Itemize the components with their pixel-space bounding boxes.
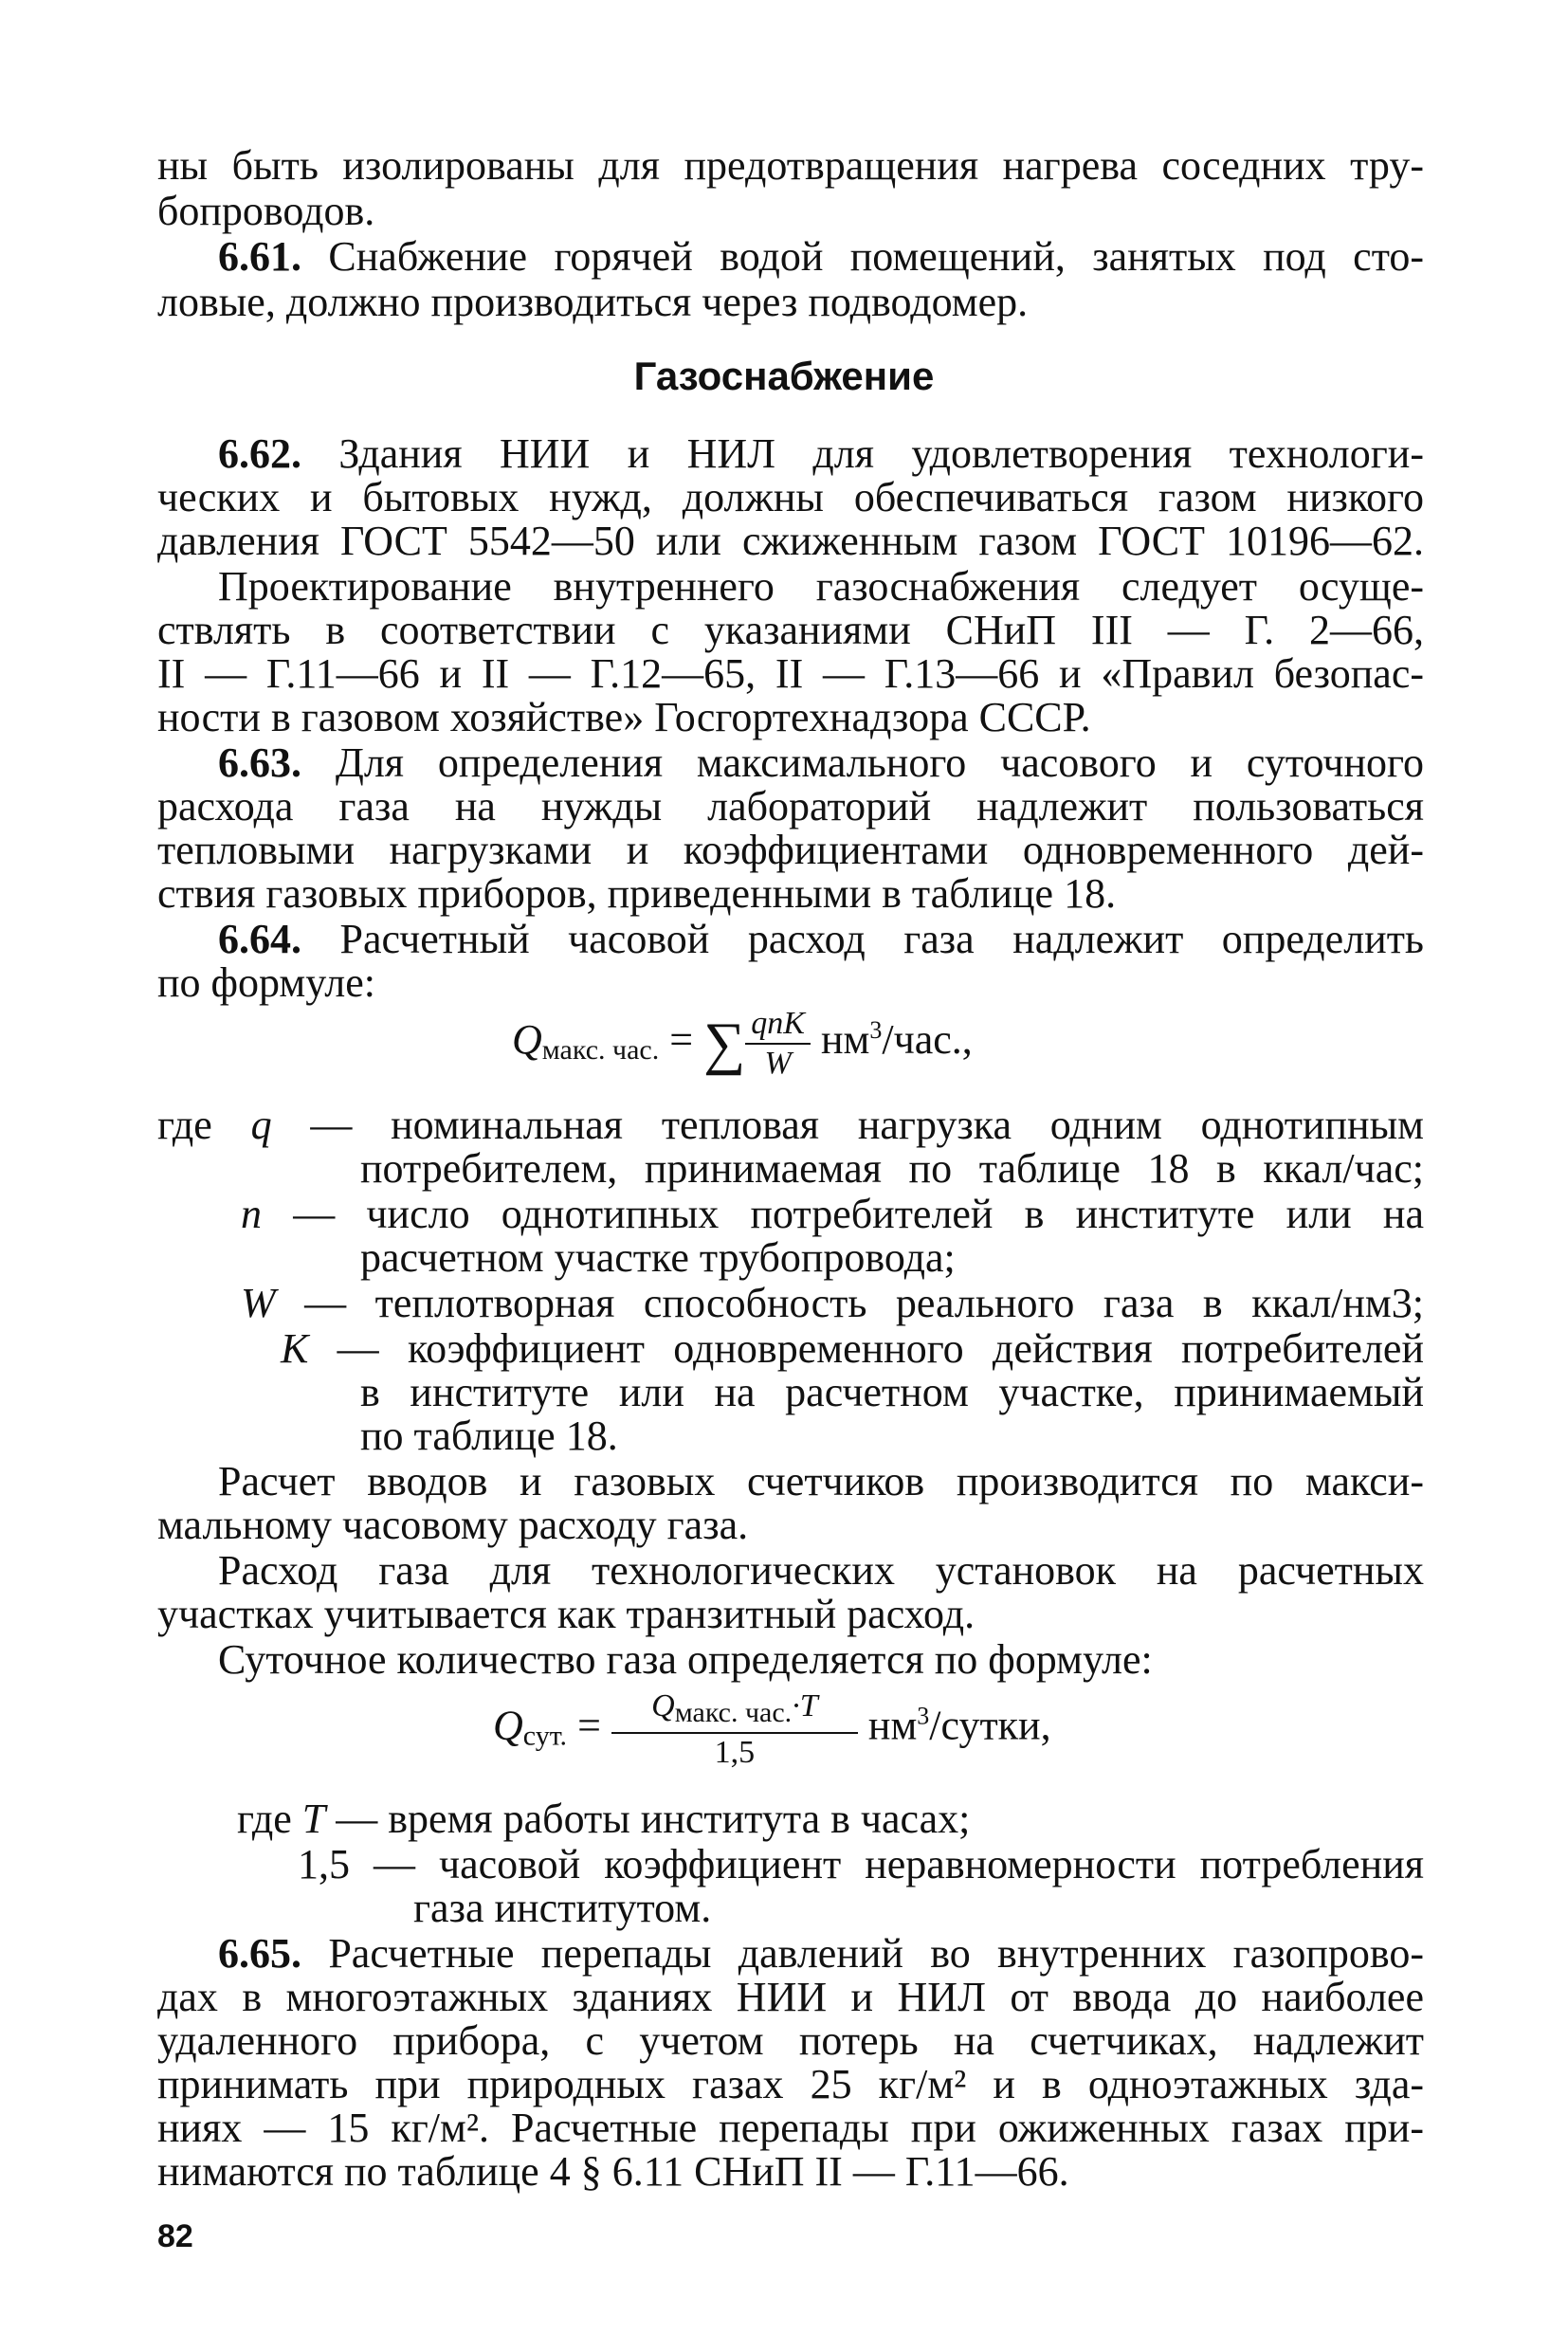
text-line: давления ГОСТ 5542—50 или сжиженным газом ГОСТ 10196—62. [157, 518, 1424, 564]
text-line: расчетном участке трубопровода; [360, 1234, 956, 1281]
paragraph-6-62: 6.62. Здания НИИ и НИЛ для удовлетворения технологи- [218, 430, 1424, 477]
text-line: потребителем, принимаемая по таблице 18 в ккал/час; [360, 1145, 1424, 1192]
text-line: Суточное количество газа определяется по формуле: [218, 1636, 1153, 1683]
where-t: где T — время работы института в часах; [237, 1796, 971, 1842]
text-line: участках учитывается как транзитный расход. [157, 1591, 975, 1637]
text-line: принимать при природных газах 25 кг/м² и в одноэтажных зда- [157, 2061, 1424, 2107]
formula-daily: $Q_{сут.}$ = $\frac{\text{Qмакс. час.·T}}{1,5}$ $нм^3$/сутки, [493, 1688, 1051, 1770]
text-line: ствия газовых приборов, приведенными в таблице 18. [157, 870, 1117, 917]
text-line: Расход газа для технологических установок на расчетных [218, 1547, 1424, 1594]
section-heading: Газоснабжение [633, 354, 935, 398]
where-k: K — коэффициент одновременного действия потребителей [281, 1325, 1424, 1372]
where-15: 1,5 — часовой коэффициент неравномерности потребления [298, 1841, 1424, 1887]
text-line: ны быть изолированы для предотвращения нагрева соседних тру- [157, 142, 1424, 189]
text-line: ности в газовом хозяйстве» Госгортехнадзора СССР. [157, 694, 1091, 740]
where-w: W — теплотворная способность реального газа в ккал/нм3; [241, 1280, 1424, 1326]
paragraph-6-61: 6.61. Снабжение горячей водой помещений, занятых под сто- [218, 233, 1425, 280]
text-line: ловые, должно производиться через подводомер. [157, 279, 1029, 325]
section-number: 6.64. [218, 916, 301, 962]
text-line: газа институтом. [413, 1885, 712, 1931]
text-line: II — Г.11—66 и II — Г.12—65, II — Г.13—66 и «Правил безопас- [157, 650, 1424, 697]
where-q: где q — номинальная тепловая нагрузка одним однотипным [157, 1102, 1424, 1148]
text-line: бопроводов. [157, 188, 375, 234]
text-line: ниях — 15 кг/м². Расчетные перепады при ожиженных газах при- [157, 2105, 1424, 2151]
text-line: дах в многоэтажных зданиях НИИ и НИЛ от ввода до наиболее [157, 1974, 1424, 2020]
text-line: по таблице 18. [360, 1413, 618, 1459]
section-number: 6.65. [218, 1930, 301, 1977]
text-line: ствлять в соответствии с указаниями СНиП III — Г. 2—66, [157, 607, 1424, 653]
paragraph-6-65: 6.65. Расчетные перепады давлений во внутренних газопрово- [218, 1930, 1424, 1977]
text-line: Расчет вводов и газовых счетчиков производится по макси- [218, 1458, 1424, 1504]
text-line: нимаются по таблице 4 § 6.11 СНиП II — Г.11—66. [157, 2148, 1069, 2195]
text-line: по формуле: [157, 959, 376, 1006]
section-number: 6.62. [218, 430, 301, 477]
text-line: мальному часовому расходу газа. [157, 1502, 749, 1548]
text-line: тепловыми нагрузками и коэффициентами одновременного дей- [157, 827, 1424, 873]
formula-hourly: $Q_{макс. час.}$ = ∑ $\frac{\text{qnK}}{W}$ $нм^3$/час., [512, 1006, 973, 1081]
paragraph-6-63: 6.63. Для определения максимального часового и суточного [218, 739, 1424, 786]
section-number: 6.63. [218, 739, 301, 786]
section-number: 6.61. [218, 233, 301, 280]
text-line: Проектирование внутреннего газоснабжения следует осуще- [218, 563, 1424, 610]
text-line: в институте или на расчетном участке, принимаемый [360, 1369, 1424, 1415]
page-number: 82 [157, 2218, 193, 2254]
text-line: ческих и бытовых нужд, должны обеспечиваться газом низкого [157, 474, 1424, 520]
where-n: n — число однотипных потребителей в институте или на [241, 1191, 1424, 1237]
text-line: расхода газа на нужды лабораторий надлежит пользоваться [157, 783, 1424, 830]
text-line: удаленного прибора, с учетом потерь на счетчиках, надлежит [157, 2017, 1424, 2064]
paragraph-6-64: 6.64. Расчетный часовой расход газа надлежит определить [218, 916, 1424, 962]
